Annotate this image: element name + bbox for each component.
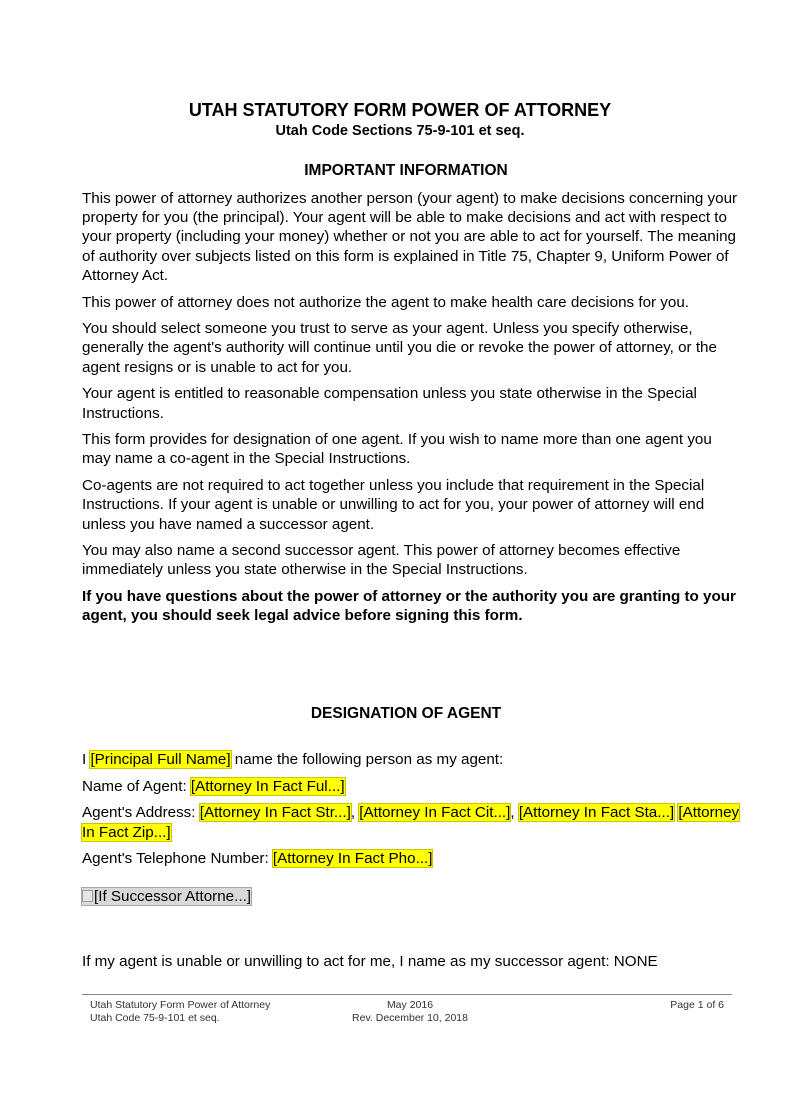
footer-page-number: Page 1 of 6 (670, 999, 724, 1011)
designation-section (82, 750, 742, 876)
successor-conditional-label: [If Successor Attorne...] (94, 888, 252, 905)
principal-name-field[interactable]: [Principal Full Name] (90, 751, 231, 768)
checkbox-icon[interactable] (82, 890, 93, 902)
paragraph: Co-agents are not required to act together unless you include that requirement in the Special Instructions. If your agent is unable or unwilling to act for you, your power of attorney will end unless you have named a successor agent. (82, 477, 705, 533)
agent-phone-label: Agent's Telephone Number: (82, 850, 273, 868)
successor-conditional-field[interactable] (82, 888, 251, 905)
paragraph: You should select someone you trust to serve as your agent. Unless you specify otherwise, generally the agent's authority will continue until you die or revoke the power of attorney, or the agent resigns or is unable to act for you. (82, 320, 717, 376)
agent-address-label: Agent's Address: (82, 804, 200, 822)
footer-code: Utah Code 75-9-101 et seq. (90, 1012, 220, 1024)
successor-agent-sentence: If my agent is unable or unwilling to act for me, I name as my successor agent: NONE (82, 953, 658, 970)
footer-date: May 2016 (386, 999, 434, 1011)
principal-line (82, 750, 742, 769)
agent-phone-field[interactable]: [Attorney In Fact Pho...] (272, 850, 433, 868)
footer-left (90, 999, 270, 1025)
agent-state-field[interactable]: [Attorney In Fact Sta...] (518, 804, 675, 822)
document-title: UTAH STATUTORY FORM POWER OF ATTORNEY (188, 100, 612, 120)
paragraph: This power of attorney does not authorize the agent to make health care decisions for you. (82, 293, 690, 311)
text: name the following person as my agent: (230, 751, 504, 768)
legal-advice-notice: If you have questions about the power of attorney or the authority you are granting to your agent, you should seek legal advice before signing this form. (82, 588, 736, 625)
agent-city-field[interactable]: [Attorney In Fact Cit...] (359, 804, 511, 822)
text: , (510, 804, 519, 822)
document-subtitle: Utah Code Sections 75-9-101 et seq. (275, 123, 525, 139)
successor-conditional-line (82, 888, 251, 905)
agent-name-field[interactable]: [Attorney In Fact Ful...] (190, 777, 345, 795)
footer-center (330, 999, 490, 1025)
agent-street-field[interactable]: [Attorney In Fact Str...] (199, 804, 351, 822)
agent-zip-field[interactable]: [Attorney In Fact Zip...] (82, 804, 740, 841)
designation-of-agent-heading: DESIGNATION OF AGENT (310, 705, 502, 722)
paragraph: You may also name a second successor agent. This power of attorney becomes effective immediately unless you state otherwise in the Special Instructions. (82, 542, 681, 579)
paragraph: This form provides for designation of one agent. If you wish to name more than one agent you may name a co-agent in the Special Instructions. (82, 431, 712, 468)
paragraph: Your agent is entitled to reasonable compensation unless you state otherwise in the Special Instructions. (82, 385, 697, 422)
important-information-heading: IMPORTANT INFORMATION (304, 162, 508, 179)
paragraph: This power of attorney authorizes another person (your agent) to make decisions concerning your property for you (the principal). Your agent will be able to make decisions and act with respect to your property (including your money) whether or not you are able to act for yourself. The meaning of authority over subjects listed on this form is explained in Title 75, Chapter 9, Uniform Power of Attorney Act. (82, 190, 738, 284)
text: I (82, 751, 91, 768)
agent-phone-line (82, 849, 742, 868)
text: , (350, 804, 360, 822)
footer-divider (82, 994, 732, 995)
agent-name-line (82, 777, 742, 796)
important-information-body (82, 189, 742, 633)
footer-revision: Rev. December 10, 2018 (352, 1012, 468, 1024)
agent-name-label: Name of Agent: (82, 777, 191, 795)
agent-address-line (82, 803, 742, 841)
footer-form-name: Utah Statutory Form Power of Attorney (90, 999, 271, 1011)
